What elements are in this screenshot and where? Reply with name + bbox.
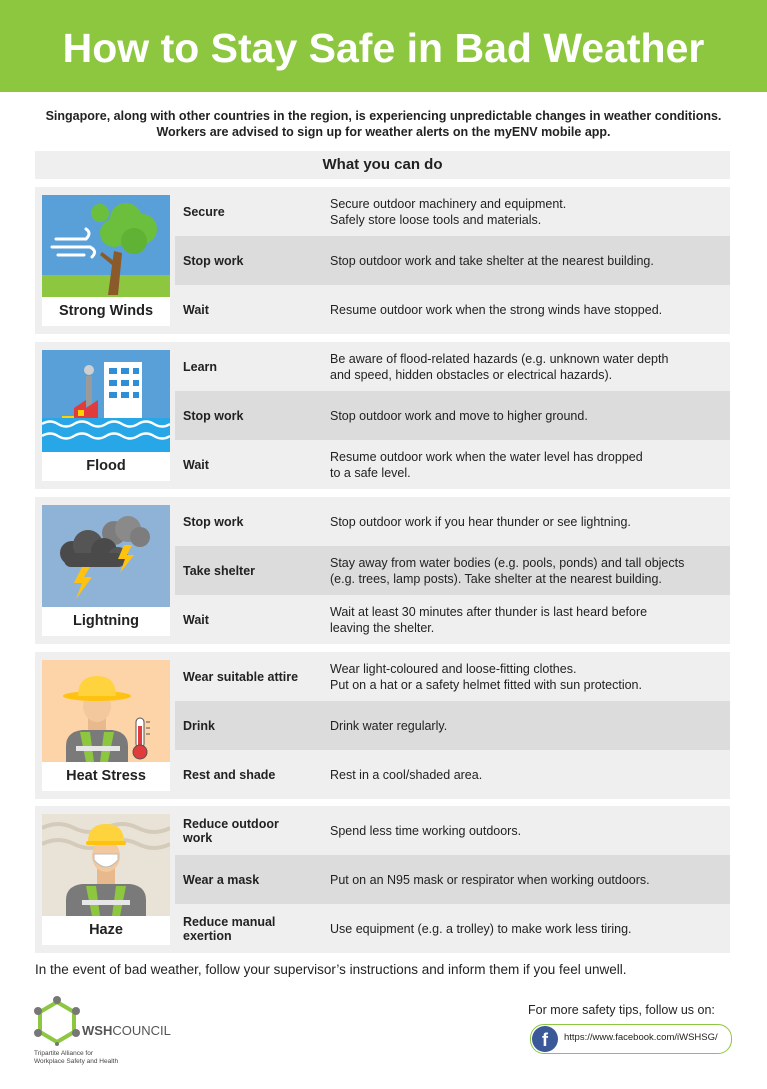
action-description: Wear light-coloured and loose-fitting clothes. Put on a hat or a safety helmet fitted with sun protection. — [330, 661, 642, 692]
section-lightning — [35, 497, 730, 644]
action-description: Put on an N95 mask or respirator when working outdoors. — [330, 872, 650, 887]
logo-wsh: WSH — [82, 1023, 113, 1038]
table-row — [175, 187, 730, 236]
table-row — [175, 806, 730, 855]
flood-illustration — [42, 350, 170, 481]
table-row — [175, 701, 730, 750]
action-description: Use equipment (e.g. a trolley) to make work less tiring. — [330, 921, 632, 936]
table-row — [175, 236, 730, 285]
logo-council: COUNCIL — [112, 1023, 171, 1038]
section-title: Haze — [42, 916, 170, 945]
action-label: Secure — [183, 204, 225, 219]
section-title: Strong Winds — [42, 297, 170, 326]
action-label: Stop work — [183, 253, 244, 268]
action-description: Be aware of flood-related hazards (e.g. unknown water depth and speed, hidden obstacles or electrical hazards). — [330, 351, 669, 382]
section-heading: What you can do — [35, 151, 730, 179]
table-row — [175, 652, 730, 701]
table-row — [175, 285, 730, 334]
logo-wordmark — [82, 1023, 171, 1038]
action-description: Stop outdoor work if you hear thunder or see lightning. — [330, 514, 631, 529]
action-label: Rest and shade — [183, 767, 276, 782]
page-title: How to Stay Safe in Bad Weather — [62, 25, 705, 71]
section-strong-winds — [35, 187, 730, 334]
table-row — [175, 391, 730, 440]
action-label: Stop work — [183, 408, 244, 423]
footer-note: In the event of bad weather, follow your supervisor’s instructions and inform them if you feel unwell. — [35, 962, 627, 977]
wsh-council-logo — [34, 994, 194, 1074]
section-title: Flood — [42, 452, 170, 481]
table-row — [175, 750, 730, 799]
strong-winds-illustration — [42, 195, 170, 326]
action-description: Stop outdoor work and take shelter at the nearest building. — [330, 253, 654, 268]
action-label: Wait — [183, 457, 209, 472]
table-row — [175, 546, 730, 595]
action-label: Reduce outdoor work — [183, 816, 279, 845]
action-label: Wear a mask — [183, 872, 260, 887]
haze-illustration — [42, 814, 170, 945]
wsh-logo-icon — [34, 994, 80, 1046]
intro-text: Singapore, along with other countries in the region, is experiencing unpredictable changes in weather conditions. Workers are advised to sign up for weather alerts on the myENV mobile app. — [45, 109, 722, 139]
action-description: Stop outdoor work and move to higher ground. — [330, 408, 588, 423]
table-row — [175, 440, 730, 489]
action-label: Wait — [183, 302, 209, 317]
section-haze — [35, 806, 730, 953]
table-row — [175, 855, 730, 904]
action-label: Wait — [183, 612, 209, 627]
action-description: Resume outdoor work when the water level has dropped to a safe level. — [330, 449, 643, 480]
table-row — [175, 342, 730, 391]
action-description: Secure outdoor machinery and equipment. Safely store loose tools and materials. — [330, 196, 567, 227]
action-label: Learn — [183, 359, 218, 374]
facebook-icon: f — [532, 1026, 558, 1052]
facebook-url[interactable]: https://www.facebook.com/iWSHSG/ — [564, 1032, 718, 1043]
follow-text: For more safety tips, follow us on: — [528, 1003, 715, 1017]
action-label: Take shelter — [183, 563, 256, 578]
action-description: Wait at least 30 minutes after thunder is last heard before leaving the shelter. — [330, 604, 648, 635]
facebook-link[interactable] — [530, 1024, 732, 1054]
table-row — [175, 595, 730, 644]
action-label: Drink — [183, 718, 215, 733]
action-description: Drink water regularly. — [330, 718, 448, 733]
lightning-illustration — [42, 505, 170, 636]
action-description: Resume outdoor work when the strong winds have stopped. — [330, 302, 663, 317]
table-row — [175, 497, 730, 546]
section-heat-stress — [35, 652, 730, 799]
section-flood — [35, 342, 730, 489]
title-banner — [0, 0, 767, 92]
action-label: Reduce manual exertion — [183, 914, 276, 943]
action-description: Spend less time working outdoors. — [330, 823, 522, 838]
table-row — [175, 904, 730, 953]
heat-stress-illustration — [42, 660, 170, 791]
logo-tagline: Tripartite Alliance for Workplace Safety and Health — [34, 1050, 119, 1065]
section-title: Heat Stress — [42, 762, 170, 791]
action-label: Stop work — [183, 514, 244, 529]
action-description: Stay away from water bodies (e.g. pools, ponds) and tall objects (e.g. trees, lamp posts). Take shelter at the nearest building. — [330, 555, 685, 586]
action-label: Wear suitable attire — [183, 669, 299, 684]
section-title: Lightning — [42, 607, 170, 636]
action-description: Rest in a cool/shaded area. — [330, 767, 483, 782]
